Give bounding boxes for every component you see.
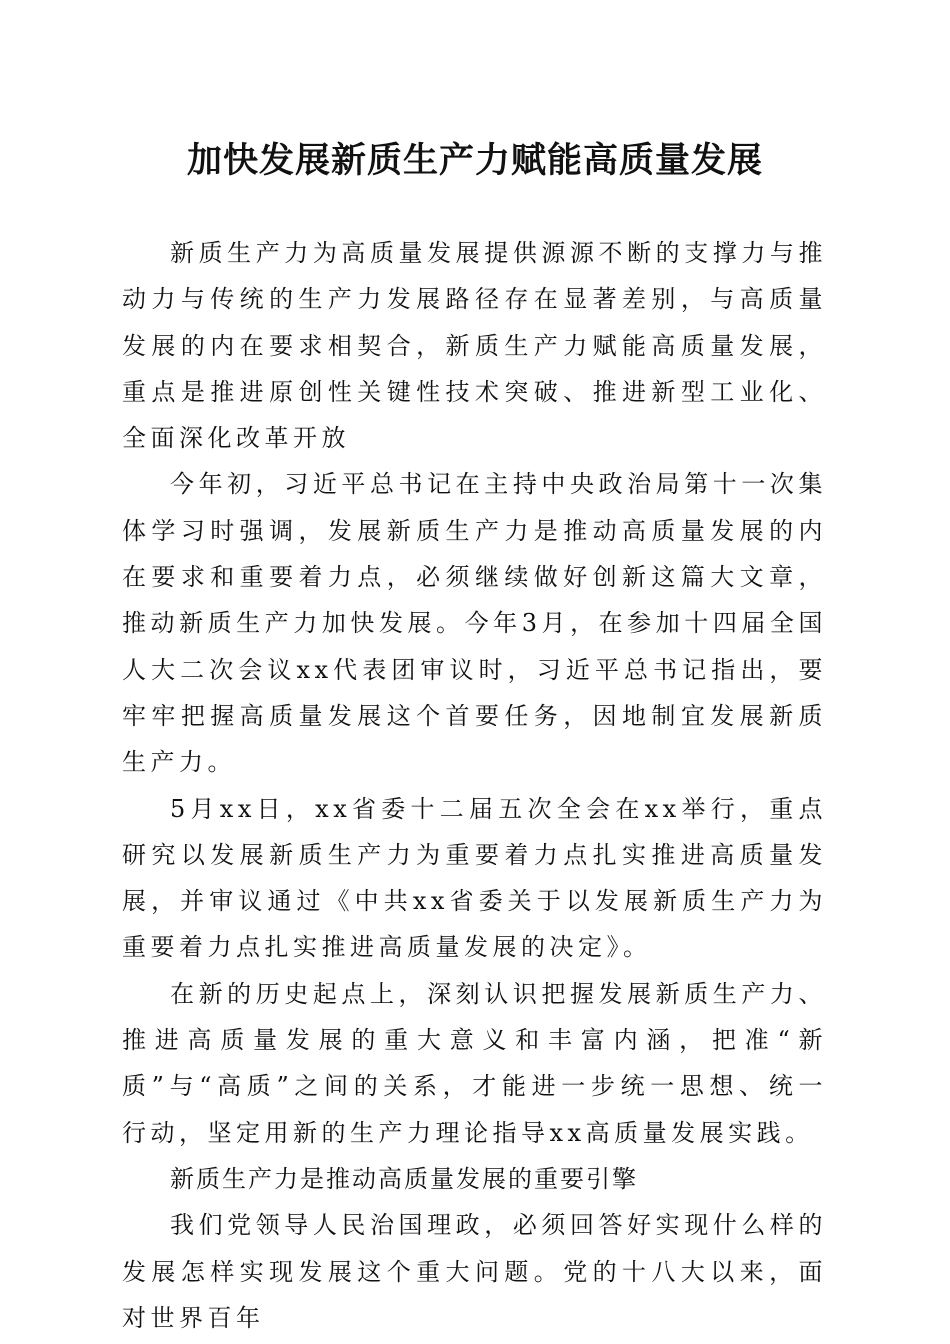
section-heading: 新质生产力是推动高质量发展的重要引擎: [170, 1164, 638, 1193]
document-title: 加快发展新质生产力赋能高质量发展: [186, 140, 763, 181]
paragraph-party-governance: 我们党领导人民治国理政，必须回答好实现什么样的发展怎样实现发展这个重大问题。党的十八大以来，面对世界百年: [122, 1211, 827, 1332]
document-body: [122, 230, 827, 1341]
paragraph-new-year: 今年初，习近平总书记在主持中央政治局第十一次集体学习时强调，发展新质生产力是推动高质量发展的内在要求和重要着力点，必须继续做好创新这篇大文章，推动新质生产力加快发展。今年3月，在参加十四届全国人大二次会议xx代表团审议时，习近平总书记指出，要牢牢把握高质量发展这个首要任务，因地制宜发展新质生产力。: [122, 470, 827, 777]
paragraph-plenary: 5月xx日，xx省委十二届五次全会在xx举行，重点研究以发展新质生产力为重要着力点扎实推进高质量发展，并审议通过《中共xx省委关于以发展新质生产力为重要着力点扎实推进高质量发展的决定》。: [122, 794, 827, 962]
paragraph-starting-point: 在新的历史起点上，深刻认识把握发展新质生产力、推进高质量发展的重大意义和丰富内涵，把准“新质”与“高质”之间的关系，才能进一步统一思想、统一行动，坚定用新的生产力理论指导xx高质量发展实践。: [122, 979, 827, 1147]
paragraph-intro: 新质生产力为高质量发展提供源源不断的支撑力与推动力与传统的生产力发展路径存在显著差别，与高质量发展的内在要求相契合，新质生产力赋能高质量发展，重点是推进原创性关键性技术突破、推进新型工业化、全面深化改革开放: [122, 239, 827, 453]
